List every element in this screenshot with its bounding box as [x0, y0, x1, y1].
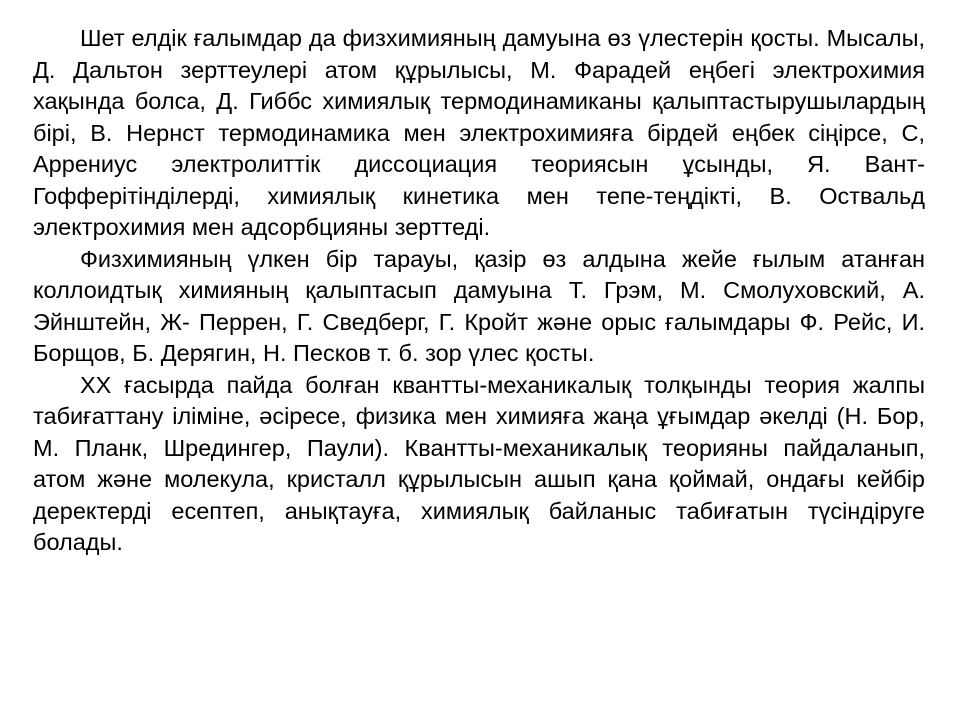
paragraph-1: Шет елдік ғалымдар да физхимияның дамуына өз үлестерін қосты. Мысалы, Д. Дальтон зерттеулері атом құрылысы, М. Фарадей еңбегі электрохимия хақында болса, Д. Гиббс химиялық термодинамиканы қалыптастырушылардың бірі, В. Нернст термодинамика мен электрохимияға бірдей еңбек сіңірсе, С, Аррениус электролиттік диссоциация теориясын ұсынды, Я. Вант-Гофферітінділерді, химиялық кинетика мен тепе-теңдікті, В. Оствальд электрохимия мен адсорбцияны зерттеді.: [33, 25, 925, 240]
paragraph-3: XX ғасырда пайда болған квантты-механикалық толқынды теория жалпы табиғаттану іліміне, әсіресе, физика мен химияға жаңа ұғымдар әкелді (Н. Бор, М. Планк, Шредингер, Паули). Квантты-механикалық теорияны пайдаланып, атом және молекула, кристалл құрылысын ашып қана қоймай, ондағы кейбір деректерді есептеп, анықтауға, химиялық байланыс табиғатын түсіндіруге болады.: [33, 371, 925, 555]
text-block: [33, 23, 925, 559]
paragraph-2: Физхимияның үлкен бір тарауы, қазір өз алдына жейе ғылым атанған коллоидтық химияның қалыптасып дамуына Т. Грэм, М. Смолуховский, А. Эйнштейн, Ж- Перрен, Г. Сведберг, Г. Кройт және орыс ғалымдары Ф. Рейс, И. Борщов, Б. Дерягин, Н. Песков т. б. зор үлес қосты.: [33, 245, 925, 366]
